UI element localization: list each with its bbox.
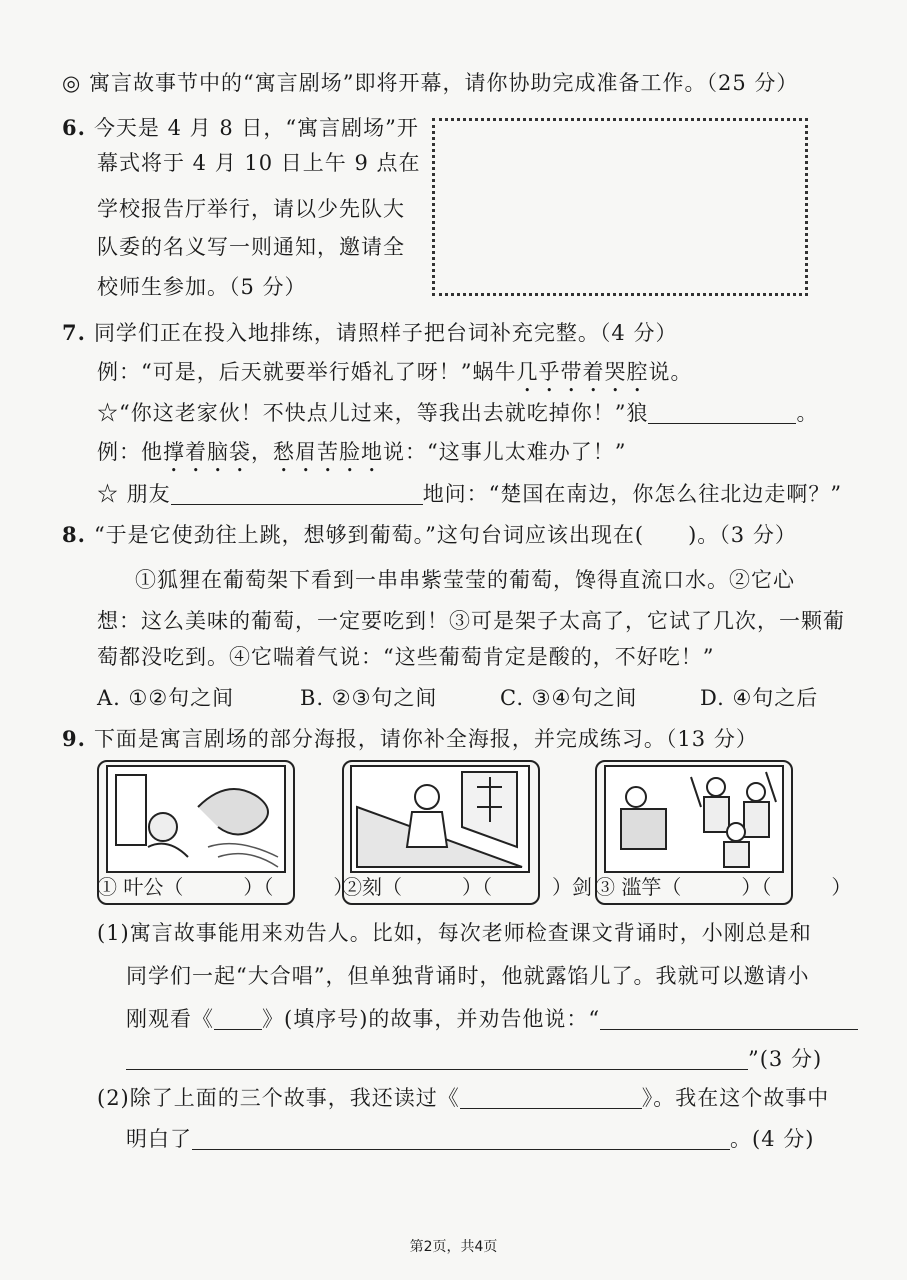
q9-sub2-line-2-post: 。(4 分) — [730, 1127, 815, 1151]
poster-1-illustration — [106, 765, 286, 873]
q9-sub2-line-1-post: 》。我在这个故事中 — [641, 1086, 830, 1110]
q8-para-3: 萄都没吃到。④它喘着气说：“这些葡萄肯定是酸的，不好吃！” — [97, 645, 715, 669]
q7-number: 7. — [62, 320, 86, 345]
q8-para-2: 想：这么美味的葡萄，一定要吃到！③可是架子太高了，它试了几次，一颗葡 — [97, 609, 845, 633]
q9-sub2-line-1 — [97, 1083, 829, 1113]
q7-blank-1[interactable] — [648, 401, 796, 424]
q7-star-1-pre: ☆“你这老家伙！不快点儿过来，等我出去就吃掉你！”狼 — [97, 401, 649, 425]
poster-3-illustration — [604, 765, 784, 873]
q7-line-1 — [62, 318, 677, 348]
q9-sub1-number-blank[interactable] — [214, 1007, 262, 1030]
poster-1-label[interactable]: ① 叶公（ ）（ ） — [97, 875, 354, 899]
q9-sub1-line-3-mid: 》(填序号)的故事，并劝告他说：“ — [262, 1007, 601, 1031]
q7-example-2-mid: ， — [251, 440, 273, 464]
q6-text-5: 校师生参加。（5 分） — [97, 275, 307, 299]
q9-sub1-advice-blank-1[interactable] — [600, 1007, 858, 1030]
q8-option-c[interactable]: C. ③④句之间 — [500, 686, 638, 710]
poster-2-label[interactable]: ②刻（ ）（ ）剑 — [342, 875, 592, 899]
q7-prompt: 同学们正在投入地排练，请照样子把台词补充完整。（4 分） — [93, 321, 678, 345]
q7-example-1-pre: 例：“可是，后天就要举行婚礼了呀！”蜗牛 — [97, 360, 517, 384]
q7-example-2-post: 说：“这事儿太难办了！” — [383, 440, 627, 464]
q8-para-1: ①狐狸在葡萄架下看到一串串紫莹莹的葡萄，馋得直流口水。②它心 — [135, 568, 795, 592]
q9-prompt: 下面是寓言剧场的部分海报，请你补全海报，并完成练习。（13 分） — [93, 727, 758, 751]
q7-blank-2[interactable] — [171, 482, 423, 505]
boat-scene-icon — [352, 767, 528, 871]
q9-sub2-lesson-blank[interactable] — [192, 1127, 730, 1150]
q7-star-2-pre: ☆ 朋友 — [97, 482, 171, 506]
q9-sub1-line-4 — [126, 1044, 822, 1074]
q9-sub1-line-3 — [126, 1004, 858, 1034]
q9-sub1-line-4-post: ”(3 分) — [748, 1047, 823, 1071]
q9-sub2-line-2-pre: 明白了 — [126, 1127, 192, 1151]
q8-option-b[interactable]: B. ②③句之间 — [300, 686, 438, 710]
q9-sub2-story-blank[interactable] — [460, 1086, 642, 1109]
q8-line-1 — [62, 520, 797, 550]
q9-sub1-line-3-pre: 刚观看《 — [126, 1007, 214, 1031]
q6-number: 6. — [62, 115, 86, 140]
q8-number: 8. — [62, 522, 86, 547]
q7-example-2 — [97, 437, 626, 477]
q8-option-d[interactable]: D. ④句之后 — [700, 686, 819, 710]
q7-example-1 — [97, 357, 692, 397]
page-footer: 第2页，共4页 — [409, 1239, 498, 1255]
q6-text-3: 学校报告厅举行，请以少先队大 — [97, 197, 405, 221]
dragon-scene-icon — [108, 767, 284, 871]
section-intro: ◎ 寓言故事节中的“寓言剧场”即将开幕，请你协助完成准备工作。（25 分） — [62, 71, 799, 95]
q6-line-1 — [62, 113, 419, 143]
q7-star-2-post: 地问：“楚国在南边，你怎么往北边走啊？” — [422, 482, 843, 506]
q9-number: 9. — [62, 726, 86, 751]
q6-text-4: 队委的名义写一则通知，邀请全 — [97, 235, 405, 259]
q9-line-1 — [62, 724, 758, 754]
q9-sub2-line-1-pre: (2)除了上面的三个故事，我还读过《 — [97, 1086, 460, 1110]
q9-sub2-line-2 — [126, 1124, 814, 1154]
q9-sub1-advice-blank-2[interactable] — [126, 1047, 748, 1070]
poster-2-illustration — [350, 765, 530, 873]
music-hall-scene-icon — [606, 767, 782, 871]
q7-example-2-pre: 例：他 — [97, 440, 163, 464]
q6-text-2: 幕式将于 4 月 10 日上午 9 点在 — [97, 151, 421, 175]
poster-3-label[interactable]: ③ 滥竽（ ）（ ） — [595, 875, 852, 899]
notice-writing-box[interactable] — [432, 118, 808, 296]
q8-prompt: “于是它使劲往上跳，想够到葡萄。”这句台词应该出现在( )。（3 分） — [93, 523, 797, 547]
q7-example-2-dotted-2: 愁眉苦脸地 — [273, 440, 383, 464]
q9-sub1-line-2: 同学们一起“大合唱”，但单独背诵时，他就露馅儿了。我就可以邀请小 — [126, 964, 810, 988]
q7-example-1-dotted: 几乎带着哭腔 — [516, 360, 649, 384]
q9-sub1-line-1: (1)寓言故事能用来劝告人。比如，每次老师检查课文背诵时，小刚总是和 — [97, 921, 812, 945]
q7-star-1-post: 。 — [796, 401, 819, 425]
q8-option-a[interactable]: A. ①②句之间 — [97, 686, 235, 710]
q7-star-1 — [97, 398, 818, 428]
q7-star-2 — [97, 479, 842, 509]
q7-example-1-post: 说。 — [648, 360, 693, 384]
q7-example-2-dotted-1: 撑着脑袋 — [163, 440, 251, 464]
q6-text-1: 今天是 4 月 8 日，“寓言剧场”开 — [93, 116, 419, 140]
